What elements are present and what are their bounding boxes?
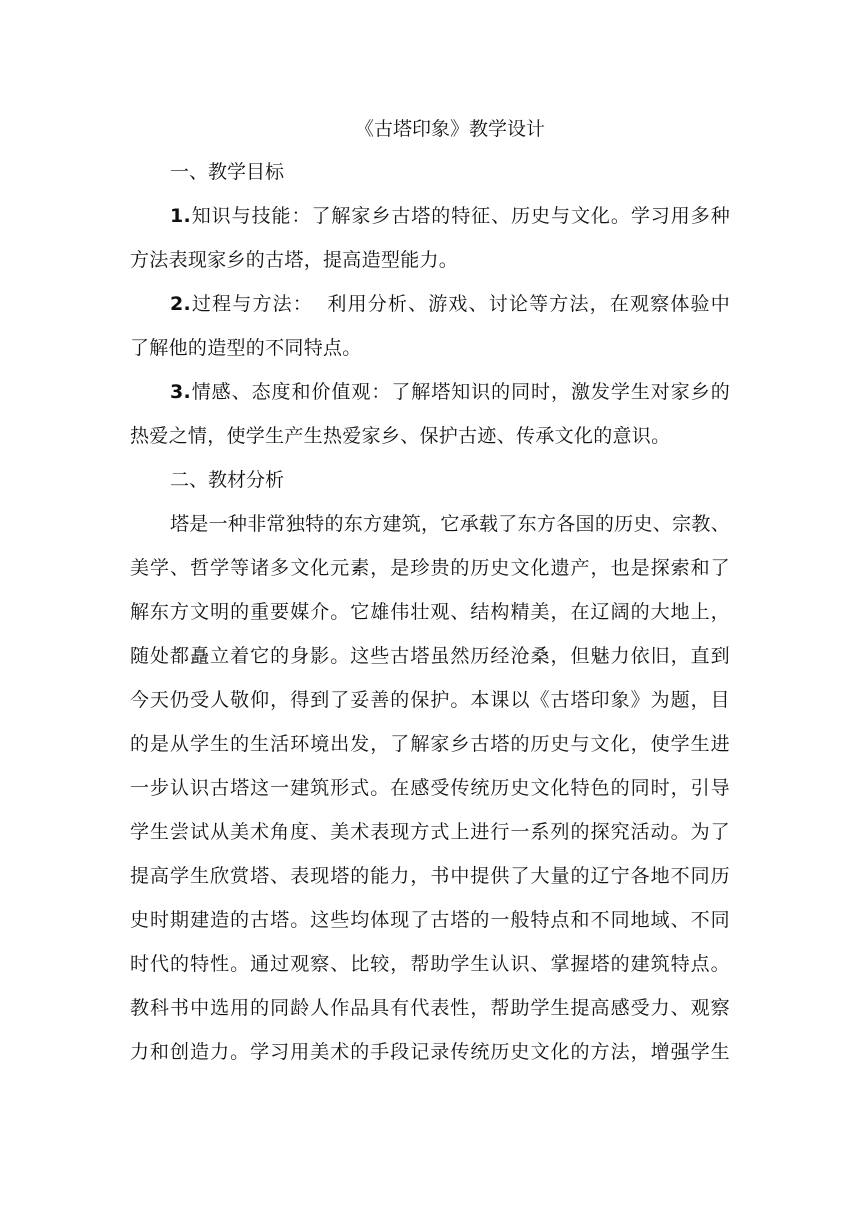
objective-item-1 <box>130 194 730 282</box>
objective-item-2 <box>130 282 730 370</box>
objective-item-3 <box>130 370 730 458</box>
line-text: 知识与技能：了解家乡古塔的特征、历史与文化。学习用多种 <box>191 205 730 227</box>
paragraph-line <box>130 370 730 414</box>
paragraph-line: 提高学生欣赏塔、表现塔的能力，书中提供了大量的辽宁各地不同历 <box>130 865 730 887</box>
line-text: 情感、态度和价值观：了解塔知识的同时，激发学生对家乡的 <box>191 381 730 403</box>
paragraph-line: 今天仍受人敬仰，得到了妥善的保护。本课以《古塔印象》为题，目 <box>130 689 730 711</box>
section-heading-objectives: 一、教学目标 <box>170 161 285 183</box>
paragraph-line: 方法表现家乡的古塔，提高造型能力。 <box>130 249 459 271</box>
item-number: 3. <box>170 381 192 403</box>
paragraph-line: 解东方文明的重要媒介。它雄伟壮观、结构精美，在辽阔的大地上， <box>130 601 730 623</box>
document-title: 《古塔印象》教学设计 <box>354 118 545 140</box>
paragraph-line: 史时期建造的古塔。这些均体现了古塔的一般特点和不同地域、不同 <box>130 909 730 931</box>
paragraph-line <box>130 194 730 238</box>
paragraph-line: 的是从学生的生活环境出发，了解家乡古塔的历史与文化，使学生进 <box>130 733 730 755</box>
paragraph-line: 教科书中选用的同龄人作品具有代表性，帮助学生提高感受力、观察 <box>130 997 730 1019</box>
paragraph-line: 塔是一种非常独特的东方建筑，它承载了东方各国的历史、宗教、 <box>170 513 730 535</box>
paragraph-line: 学生尝试从美术角度、美术表现方式上进行一系列的探究活动。为了 <box>130 821 730 843</box>
paragraph-line: 随处都矗立着它的身影。这些古塔虽然历经沧桑，但魅力依旧，直到 <box>130 645 730 667</box>
paragraph-line: 力和创造力。学习用美术的手段记录传统历史文化的方法，增强学生 <box>130 1041 730 1063</box>
paragraph-line: 一步认识古塔这一建筑形式。在感受传统历史文化特色的同时，引导 <box>130 777 730 799</box>
paragraph-line: 时代的特性。通过观察、比较，帮助学生认识、掌握塔的建筑特点。 <box>130 953 730 975</box>
paragraph-line: 了解他的造型的不同特点。 <box>130 337 362 359</box>
item-number: 2. <box>170 293 192 315</box>
item-number: 1. <box>170 205 192 227</box>
line-text: 过程与方法： 利用分析、游戏、讨论等方法，在观察体验中 <box>191 293 730 315</box>
paragraph-line: 热爱之情，使学生产生热爱家乡、保护古迹、传承文化的意识。 <box>130 425 671 447</box>
material-analysis-paragraph <box>130 502 730 1074</box>
section-heading-material-analysis: 二、教材分析 <box>170 469 285 491</box>
document-page <box>130 108 730 1074</box>
paragraph-line <box>130 282 730 326</box>
paragraph-line: 美学、哲学等诸多文化元素，是珍贵的历史文化遗产，也是探索和了 <box>130 557 730 579</box>
